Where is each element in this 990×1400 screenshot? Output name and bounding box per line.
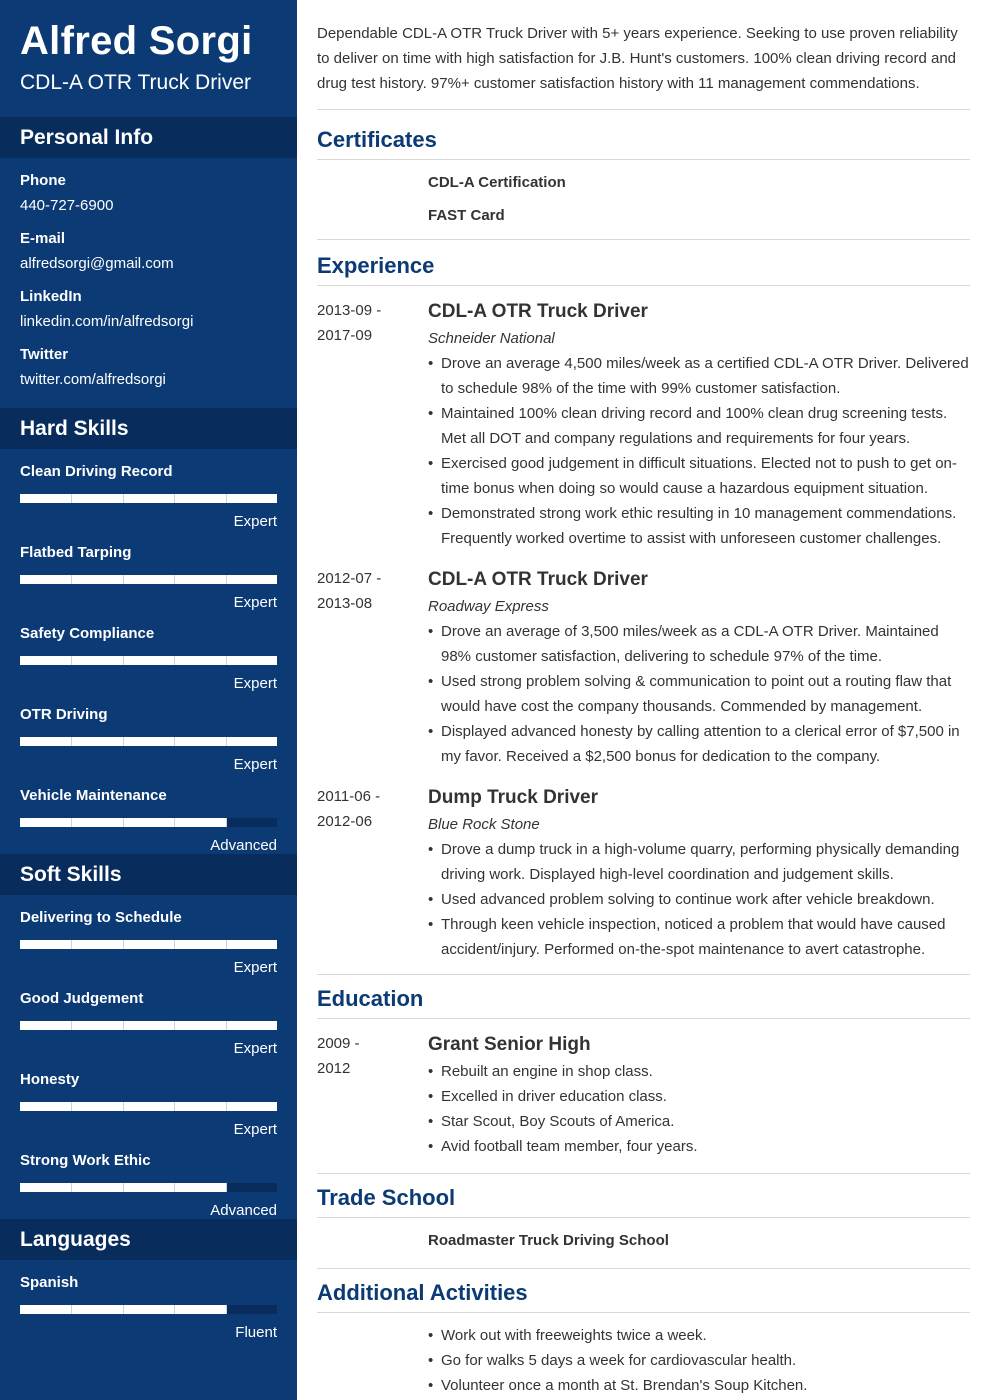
skill-level: Expert — [233, 1040, 277, 1057]
skill-level: Expert — [233, 756, 277, 773]
skill-bar-divider — [71, 737, 72, 746]
job-company: Blue Rock Stone — [428, 816, 540, 833]
job-dates — [317, 566, 428, 769]
certificates-heading: Certificates — [317, 118, 970, 160]
skill-bar-divider — [71, 1021, 72, 1030]
skill-item — [20, 692, 277, 773]
skill-bar-divider — [123, 818, 124, 827]
job-bullet: • Through keen vehicle inspection, noticed a problem that would have caused accident/injury. Performed on-the-spot maintenance to avert catastrophe. — [428, 912, 970, 962]
skill-name: Strong Work Ethic — [20, 1152, 151, 1169]
skill-bar-divider — [174, 1183, 175, 1192]
email-label: E-mail — [20, 230, 66, 247]
main-content — [317, 0, 970, 1398]
skill-bar-divider — [71, 1183, 72, 1192]
skill-bar-divider — [71, 494, 72, 503]
skill-bar-divider — [226, 940, 227, 949]
skill-item — [20, 1138, 277, 1219]
skill-bar-divider — [174, 940, 175, 949]
language-level: Fluent — [235, 1324, 277, 1341]
certificate-item: CDL-A Certification — [428, 174, 566, 191]
skill-bar-divider — [174, 1305, 175, 1314]
skill-bar-divider — [174, 818, 175, 827]
job-bullet: • Maintained 100% clean driving record and 100% clean drug screening tests. Met all DOT and company regulations and requirements for four years. — [428, 401, 970, 451]
job-entry — [317, 551, 970, 769]
skill-name: Honesty — [20, 1071, 80, 1088]
job-title: Dump Truck Driver — [428, 787, 598, 808]
skill-bar-divider — [174, 656, 175, 665]
job-bullets — [428, 837, 970, 962]
education-date-end: 2012 — [317, 1060, 351, 1077]
skill-bar-fill — [20, 940, 277, 949]
phone-item — [20, 158, 277, 216]
skill-name: Clean Driving Record — [20, 463, 173, 480]
education-heading: Education — [317, 977, 970, 1019]
skill-bar-divider — [71, 818, 72, 827]
twitter-label: Twitter — [20, 346, 69, 363]
skill-item — [20, 611, 277, 692]
skill-bar — [20, 737, 277, 746]
candidate-name: Alfred Sorgi — [20, 19, 253, 63]
activities-section — [317, 1313, 970, 1398]
language-item — [20, 1260, 277, 1341]
skill-bar-divider — [123, 575, 124, 584]
skill-bar-divider — [123, 494, 124, 503]
job-bullet: • Used advanced problem solving to continue work after vehicle breakdown. — [428, 887, 970, 912]
skill-item — [20, 1057, 277, 1138]
skill-bar-divider — [71, 575, 72, 584]
education-section — [317, 1019, 970, 1174]
activities-bullets — [428, 1323, 970, 1398]
skill-bar-divider — [71, 656, 72, 665]
sidebar — [0, 0, 297, 1400]
experience-section — [317, 286, 970, 975]
skill-level: Expert — [233, 675, 277, 692]
soft-skills-heading: Soft Skills — [0, 854, 297, 895]
skill-bar-fill — [20, 737, 277, 746]
job-bullet: • Drove an average of 3,500 miles/week as a CDL-A OTR Driver. Maintained 98% customer satisfaction, delivering to schedule 97% of the time. — [428, 619, 970, 669]
linkedin-label: LinkedIn — [20, 288, 82, 305]
job-dates — [317, 784, 428, 962]
job-title: CDL-A OTR Truck Driver — [428, 569, 648, 590]
job-dates — [317, 298, 428, 551]
school-name: Grant Senior High — [428, 1034, 591, 1055]
summary: Dependable CDL-A OTR Truck Driver with 5+ years experience. Seeking to use proven reliability to deliver on time with high satisfaction for J.B. Hunt's customers. 100% clean driving record and drug test history. 97%+ customer satisfaction history with 11 management commendations. — [317, 0, 970, 110]
candidate-title: CDL-A OTR Truck Driver — [20, 71, 252, 94]
skill-name: Delivering to Schedule — [20, 909, 182, 926]
skill-bar-divider — [123, 940, 124, 949]
job-entry — [317, 286, 970, 551]
activity-bullet: • Volunteer once a month at St. Brendan's Soup Kitchen. — [428, 1373, 970, 1398]
certificates-section — [317, 160, 970, 240]
trade-school-section — [317, 1218, 970, 1269]
skill-bar — [20, 575, 277, 584]
skill-bar-divider — [71, 1305, 72, 1314]
soft-skills-list — [0, 895, 297, 1219]
languages-list — [0, 1260, 297, 1341]
skill-item — [20, 530, 277, 611]
certificate-item: FAST Card — [428, 207, 505, 224]
skill-bar-divider — [226, 737, 227, 746]
skill-bar-divider — [174, 1102, 175, 1111]
skill-bar-fill — [20, 1102, 277, 1111]
skill-bar-divider — [226, 494, 227, 503]
personal-info-list — [0, 158, 297, 408]
education-bullet: • Avid football team member, four years. — [428, 1134, 970, 1159]
skill-name: Vehicle Maintenance — [20, 787, 167, 804]
skill-bar — [20, 818, 277, 827]
skill-bar-divider — [226, 575, 227, 584]
job-bullets — [428, 619, 970, 769]
job-bullet: • Displayed advanced honesty by calling attention to a clerical error of $7,500 in my favor. Received a $2,500 bonus for dedication to the company. — [428, 719, 970, 769]
skill-item — [20, 773, 277, 854]
education-bullet: • Rebuilt an engine in shop class. — [428, 1059, 970, 1084]
education-date-start: 2009 - — [317, 1035, 360, 1052]
job-company: Roadway Express — [428, 598, 549, 615]
skill-name: Safety Compliance — [20, 625, 155, 642]
skill-bar-divider — [123, 656, 124, 665]
skill-bar — [20, 494, 277, 503]
skill-level: Expert — [233, 594, 277, 611]
activity-bullet: • Go for walks 5 days a week for cardiovascular health. — [428, 1348, 970, 1373]
experience-heading: Experience — [317, 244, 970, 286]
language-bar — [20, 1305, 277, 1314]
hard-skills-heading: Hard Skills — [0, 408, 297, 449]
skill-bar — [20, 1183, 277, 1192]
linkedin-value[interactable]: linkedin.com/in/alfredsorgi — [20, 313, 194, 330]
skill-bar — [20, 1021, 277, 1030]
phone-value[interactable]: 440-727-6900 — [20, 197, 114, 214]
language-name: Spanish — [20, 1274, 79, 1291]
education-dates — [317, 1031, 428, 1159]
skill-item — [20, 449, 277, 530]
skill-bar-fill — [20, 494, 277, 503]
email-item — [20, 216, 277, 274]
skill-level: Advanced — [210, 837, 277, 854]
job-body — [428, 298, 970, 551]
job-date-start: 2011-06 - — [317, 788, 381, 805]
job-bullet: • Demonstrated strong work ethic resulting in 10 management commendations. Frequently worked overtime to assist with unforeseen customer challenges. — [428, 501, 970, 551]
skill-bar-divider — [174, 1021, 175, 1030]
skill-bar-divider — [226, 818, 227, 827]
activity-bullet: • Work out with freeweights twice a week. — [428, 1323, 970, 1348]
job-date-end: 2012-06 — [317, 813, 373, 830]
job-title: CDL-A OTR Truck Driver — [428, 301, 648, 322]
skill-bar-divider — [174, 575, 175, 584]
education-body — [428, 1031, 970, 1159]
email-value[interactable]: alfredsorgi@gmail.com — [20, 255, 174, 272]
job-bullet: • Drove an average 4,500 miles/week as a certified CDL-A OTR Driver. Delivered to schedule 98% of the time with 99% customer satisfaction. — [428, 351, 970, 401]
job-bullet: • Exercised good judgement in difficult situations. Elected not to push to get on-time bonus when doing so would cause a hazardous equipment situation. — [428, 451, 970, 501]
trade-school-name: Roadmaster Truck Driving School — [428, 1232, 669, 1249]
skill-bar-divider — [123, 1305, 124, 1314]
skill-bar-divider — [123, 1183, 124, 1192]
skill-bar-divider — [226, 1183, 227, 1192]
twitter-item — [20, 332, 277, 390]
trade-school-heading: Trade School — [317, 1176, 970, 1218]
skill-bar-fill — [20, 656, 277, 665]
skill-bar-divider — [226, 656, 227, 665]
linkedin-item — [20, 274, 277, 332]
job-body — [428, 784, 970, 962]
job-body — [428, 566, 970, 769]
job-entry — [317, 769, 970, 962]
hard-skills-list — [0, 449, 297, 854]
skill-bar-divider — [174, 494, 175, 503]
skill-bar-divider — [226, 1305, 227, 1314]
skill-bar-divider — [226, 1102, 227, 1111]
skill-name: Flatbed Tarping — [20, 544, 132, 561]
skill-name: Good Judgement — [20, 990, 144, 1007]
skill-level: Expert — [233, 1121, 277, 1138]
phone-label: Phone — [20, 172, 66, 189]
skill-bar — [20, 1102, 277, 1111]
activities-heading: Additional Activities — [317, 1271, 970, 1313]
twitter-value[interactable]: twitter.com/alfredsorgi — [20, 371, 166, 388]
job-date-start: 2012-07 - — [317, 570, 382, 587]
skill-level: Expert — [233, 513, 277, 530]
skill-bar-divider — [123, 1102, 124, 1111]
job-date-end: 2013-08 — [317, 595, 373, 612]
skill-item — [20, 976, 277, 1057]
education-entry — [317, 1019, 970, 1159]
job-bullet: • Drove a dump truck in a high-volume quarry, performing physically demanding driving work. Displayed high-level coordination and judgement skills. — [428, 837, 970, 887]
personal-info-heading: Personal Info — [0, 117, 297, 158]
job-bullets — [428, 351, 970, 551]
skill-bar-divider — [71, 940, 72, 949]
languages-heading: Languages — [0, 1219, 297, 1260]
skill-level: Expert — [233, 959, 277, 976]
skill-bar-divider — [123, 737, 124, 746]
skill-bar-fill — [20, 1021, 277, 1030]
job-date-start: 2013-09 - — [317, 302, 382, 319]
skill-name: OTR Driving — [20, 706, 108, 723]
skill-bar-divider — [123, 1021, 124, 1030]
skill-item — [20, 895, 277, 976]
education-bullet: • Star Scout, Boy Scouts of America. — [428, 1109, 970, 1134]
education-bullets — [428, 1059, 970, 1159]
job-company: Schneider National — [428, 330, 555, 347]
education-bullet: • Excelled in driver education class. — [428, 1084, 970, 1109]
skill-bar — [20, 940, 277, 949]
skill-bar-divider — [226, 1021, 227, 1030]
skill-bar-divider — [71, 1102, 72, 1111]
job-date-end: 2017-09 — [317, 327, 373, 344]
job-bullet: • Used strong problem solving & communication to point out a routing flaw that would have cost the company thousands. Commended by management. — [428, 669, 970, 719]
skill-bar-divider — [174, 737, 175, 746]
skill-level: Advanced — [210, 1202, 277, 1219]
skill-bar-fill — [20, 575, 277, 584]
skill-bar — [20, 656, 277, 665]
